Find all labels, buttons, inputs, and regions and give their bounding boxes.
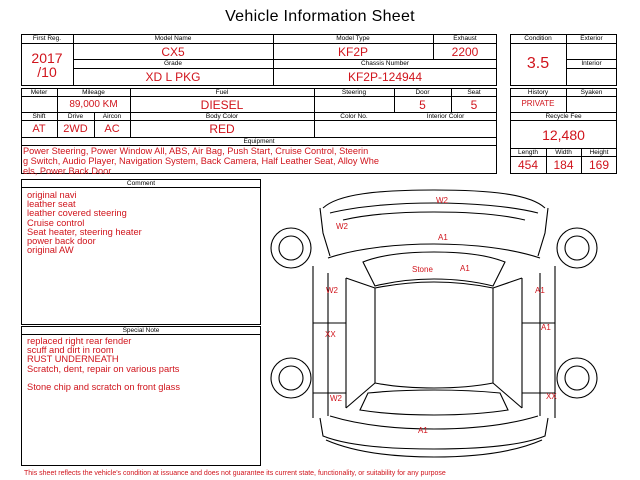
comment-text bbox=[27, 191, 259, 255]
height-value: 169 bbox=[588, 158, 610, 172]
equipment-label: Equipment bbox=[243, 138, 275, 145]
mark-front-bumper: W2 bbox=[436, 196, 448, 205]
chassis-label: Chassis Number bbox=[360, 60, 410, 67]
comment-line: original navi bbox=[27, 190, 77, 200]
door-value: 5 bbox=[419, 98, 426, 112]
height-label: Height bbox=[589, 149, 609, 156]
length-value: 454 bbox=[517, 158, 539, 172]
mileage-value: 89,000 KM bbox=[69, 99, 118, 110]
chassis-value: KF2P-124944 bbox=[347, 70, 423, 84]
steering-label: Steering bbox=[341, 89, 367, 96]
mark-rear-bumper: A1 bbox=[418, 426, 428, 435]
history-label: History bbox=[527, 89, 549, 96]
comment-line: Seat heater, steering heater bbox=[27, 226, 142, 237]
shift-value: AT bbox=[32, 123, 46, 135]
car-damage-diagram bbox=[268, 178, 618, 468]
mark-left-front-door: W2 bbox=[326, 286, 338, 295]
mark-hood: A1 bbox=[438, 233, 448, 242]
mark-front-left-fender: W2 bbox=[336, 222, 348, 231]
condition-label: Condition bbox=[524, 35, 552, 42]
footer-disclaimer: This sheet reflects the vehicle's condition at issuance and does not guarantee its current state, functionality, or suitability for any purpose bbox=[24, 470, 446, 477]
comment-line: leather seat bbox=[27, 199, 76, 210]
drive-value: 2WD bbox=[63, 123, 88, 135]
mark-windshield-a: Stone bbox=[412, 265, 433, 274]
equipment-line: els, Power Back Door bbox=[23, 166, 112, 176]
recycle-fee-value: 12,480 bbox=[542, 127, 585, 143]
interior-label: Interior bbox=[581, 60, 602, 67]
grade-value: XD L PKG bbox=[145, 70, 201, 84]
seat-label: Seat bbox=[467, 89, 481, 96]
length-label: Length bbox=[518, 149, 538, 156]
comment-line: original AW bbox=[27, 245, 74, 256]
fuel-value: DIESEL bbox=[200, 98, 244, 112]
meter-label: Meter bbox=[30, 89, 48, 96]
wheel-rear-left bbox=[271, 358, 311, 398]
page-title: Vehicle Information Sheet bbox=[225, 8, 415, 25]
recycle-fee-label: Recycle Fee bbox=[545, 113, 582, 120]
shift-label: Shift bbox=[32, 113, 46, 120]
exhaust-value: 2200 bbox=[451, 45, 479, 59]
grade-label: Grade bbox=[163, 60, 183, 67]
mark-right-front-door: A1 bbox=[535, 286, 545, 295]
model-type-value: KF2P bbox=[337, 45, 368, 59]
equipment-text bbox=[23, 146, 497, 176]
model-name-value: CX5 bbox=[161, 45, 185, 59]
fuel-label: Fuel bbox=[215, 89, 229, 96]
wheel-front-right bbox=[557, 228, 597, 268]
syaken-label: Syaken bbox=[580, 89, 603, 96]
color-no-label: Color No. bbox=[340, 113, 368, 120]
width-value: 184 bbox=[553, 158, 574, 172]
mark-right-rear-door: A1 bbox=[541, 323, 551, 332]
special-note-line: Scratch, dent, repair on various parts bbox=[27, 363, 180, 374]
aircon-label: Aircon bbox=[102, 113, 122, 120]
history-value: PRIVATE bbox=[521, 99, 555, 108]
wheel-front-left bbox=[271, 228, 311, 268]
width-label: Width bbox=[555, 149, 572, 156]
mark-windshield-b: A1 bbox=[460, 264, 470, 273]
comment-line: leather covered steering bbox=[27, 208, 127, 219]
body-color-label: Body Color bbox=[205, 113, 239, 120]
comment-line: power back door bbox=[27, 236, 96, 247]
mark-left-rear-fender: W2 bbox=[330, 394, 342, 403]
mileage-label: Mileage bbox=[82, 89, 105, 96]
special-note-text bbox=[27, 337, 259, 392]
condition-value: 3.5 bbox=[526, 55, 550, 72]
special-note-line: scuff and dirt in room bbox=[27, 345, 114, 356]
exhaust-label: Exhaust bbox=[453, 35, 477, 42]
model-name-label: Model Name bbox=[154, 35, 192, 42]
exterior-label: Exterior bbox=[580, 35, 603, 42]
equipment-line: g Switch, Audio Player, Navigation System, Back Camera, Half Leather Seat, Alloy Whe bbox=[23, 156, 379, 166]
body-color-value: RED bbox=[209, 122, 235, 136]
mark-right-rear-fender: XX bbox=[546, 392, 557, 401]
seat-value: 5 bbox=[470, 98, 478, 112]
aircon-value: AC bbox=[104, 123, 120, 135]
first-reg-month: /10 bbox=[37, 64, 57, 80]
first-reg-label: First Reg. bbox=[32, 35, 62, 42]
special-note-label: Special Note bbox=[122, 327, 160, 334]
door-label: Door bbox=[415, 89, 430, 96]
special-note-line: Stone chip and scratch on front glass bbox=[27, 382, 180, 392]
mark-left-rear-door: XX bbox=[325, 330, 336, 339]
comment-label: Comment bbox=[126, 180, 156, 187]
special-note-line: replaced right rear fender bbox=[27, 336, 132, 346]
interior-color-label: Interior Color bbox=[426, 113, 465, 120]
special-note-line: RUST UNDERNEATH bbox=[27, 354, 119, 365]
equipment-line: Power Steering, Power Window All, ABS, Air Bag, Push Start, Cruise Control, Steerin bbox=[23, 146, 369, 156]
first-reg-year: 2017 bbox=[31, 50, 63, 66]
model-type-label: Model Type bbox=[336, 35, 370, 42]
comment-line: Cruise control bbox=[27, 217, 85, 228]
wheel-rear-right bbox=[557, 358, 597, 398]
drive-label: Drive bbox=[67, 113, 84, 120]
